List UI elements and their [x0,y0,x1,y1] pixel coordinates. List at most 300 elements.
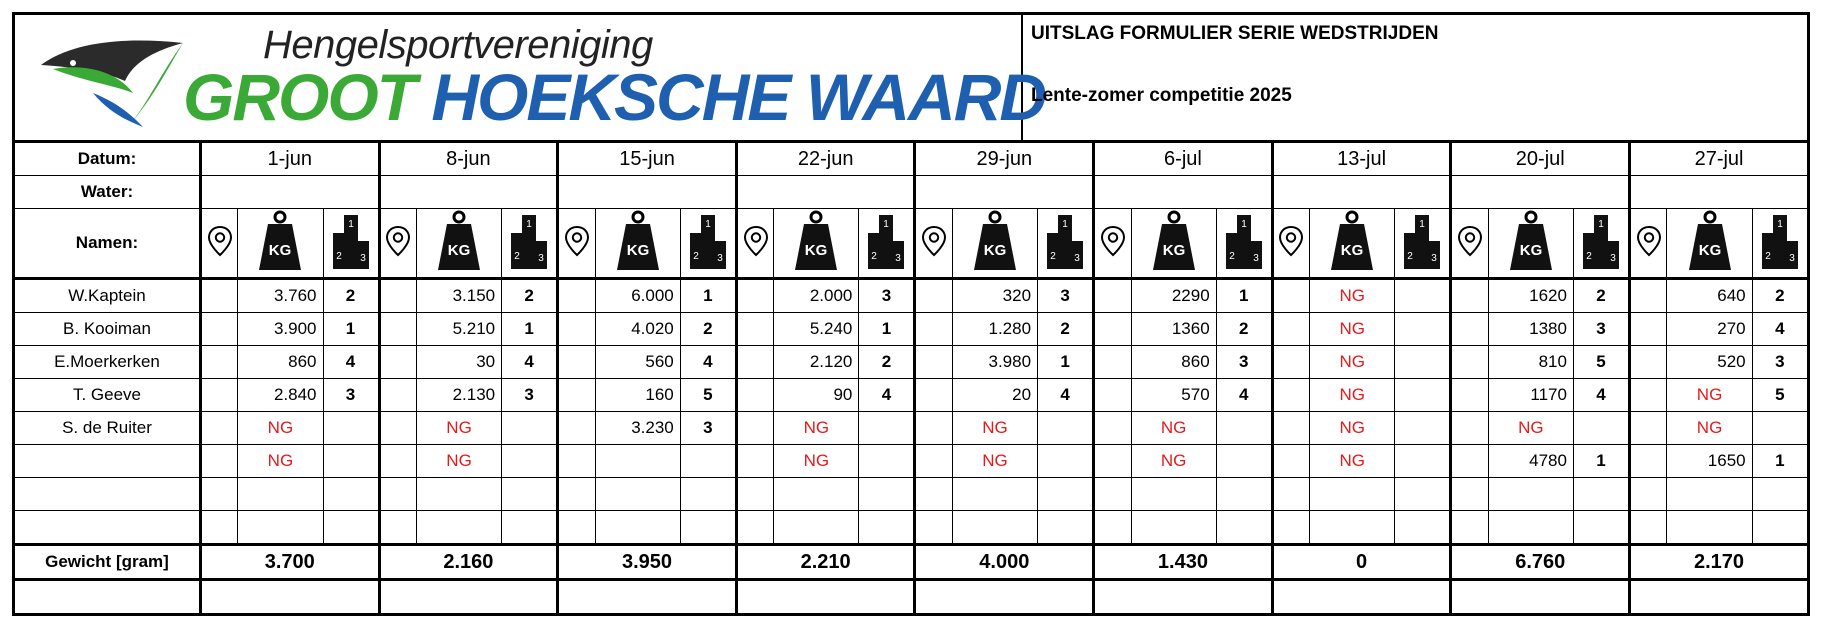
spot-cell [1630,478,1667,511]
spot-cell [379,511,416,545]
place-cell: 1 [323,313,379,346]
podium-3-text: 3 [895,252,902,264]
place-cell [1573,511,1629,545]
water-cell [1272,176,1451,209]
weight-cell: NG [238,412,323,445]
place-cell: 5 [1752,379,1808,412]
spot-cell [736,346,773,379]
club-logo [15,15,1046,140]
water-cell [1094,176,1273,209]
place-cell [323,478,379,511]
spot-cell [1094,346,1131,379]
weight-cell: 270 [1667,313,1752,346]
kg-text: KG [1162,241,1185,259]
location-cell [200,209,237,279]
spot-cell [1094,511,1131,545]
place-cell: 3 [1216,346,1272,379]
spot-cell [200,412,237,445]
place-cell [1038,478,1094,511]
podium-icon-cell [1395,209,1451,279]
spot-cell [736,279,773,313]
spot-cell [200,279,237,313]
empty-cell [1451,580,1630,615]
spot-cell [558,346,595,379]
spot-cell [1272,478,1309,511]
weight-cell: 2.840 [238,379,323,412]
place-cell: 2 [502,279,558,313]
water-cell [558,176,737,209]
place-cell [680,445,736,478]
weight-cell [1310,478,1395,511]
place-cell: 1 [1573,445,1629,478]
podium-3-text: 3 [1074,252,1080,264]
logo-wordmark [183,59,1045,135]
place-cell [1752,511,1808,545]
weight-cell: 3.900 [238,313,323,346]
weight-cell: 1650 [1667,445,1752,478]
weight-cell: 5.210 [416,313,501,346]
weight-cell: 2290 [1131,279,1216,313]
weight-kg-icon [1151,210,1197,277]
spot-cell [379,313,416,346]
podium-2-text: 2 [1765,250,1771,262]
place-cell [1216,478,1272,511]
weight-kg-icon [1329,210,1375,277]
spot-cell [915,379,952,412]
weight-cell: 3.150 [416,279,501,313]
spot-cell [1630,346,1667,379]
place-cell: 2 [1216,313,1272,346]
weight-cell: NG [1310,279,1395,313]
place-cell [323,445,379,478]
participant-row [14,412,1809,445]
podium-1-text: 1 [526,218,532,230]
weight-cell: NG [774,412,859,445]
weight-cell [1131,478,1216,511]
weight-cell: 860 [238,346,323,379]
place-cell [859,478,915,511]
weight-cell: NG [1131,445,1216,478]
weight-icon-cell [952,209,1037,279]
total-weight: 0 [1272,545,1451,580]
spot-cell [1451,478,1488,511]
weight-cell: NG [1667,379,1752,412]
total-weight: 2.160 [379,545,558,580]
participant-row [14,445,1809,478]
podium-icon [866,211,906,276]
spot-cell [1451,379,1488,412]
spot-cell [1272,379,1309,412]
place-cell: 1 [502,313,558,346]
date-27-jul: 27-jul [1630,143,1809,176]
place-cell: 2 [1038,313,1094,346]
total-weight: 2.210 [736,545,915,580]
podium-icon [1402,211,1442,276]
weight-cell: 1360 [1131,313,1216,346]
spot-cell [1630,445,1667,478]
empty-cell [379,580,558,615]
weight-cell: 4780 [1488,445,1573,478]
weight-kg-icon [972,210,1018,277]
weight-cell [1488,478,1573,511]
place-cell [1395,445,1451,478]
weight-cell: 560 [595,346,680,379]
results-table [12,142,1810,616]
fish-logo-icon [33,23,203,135]
podium-1-text: 1 [347,218,354,230]
location-pin-icon [564,225,590,262]
weight-kg-icon [793,210,839,277]
podium-icon-cell [1038,209,1094,279]
podium-icon-cell [323,209,379,279]
water-label: Water: [14,176,201,209]
spot-cell [1272,346,1309,379]
podium-icon [509,211,549,276]
weight-cell: 640 [1667,279,1752,313]
weight-cell: NG [1310,412,1395,445]
podium-icon [331,211,371,276]
spot-cell [558,379,595,412]
podium-icon [1760,211,1800,276]
place-cell: 3 [1573,313,1629,346]
podium-3-text: 3 [1252,252,1259,264]
date-row [14,143,1809,176]
weight-icon-cell [1131,209,1216,279]
spot-cell [558,279,595,313]
place-cell [1216,412,1272,445]
participant-row [14,511,1809,545]
weight-cell [1488,511,1573,545]
spot-cell [558,478,595,511]
empty-cell [14,580,201,615]
podium-1-text: 1 [883,218,890,230]
place-cell [859,445,915,478]
spot-cell [1451,445,1488,478]
gewicht-label: Gewicht [gram] [14,545,201,580]
podium-1-text: 1 [705,218,711,230]
water-row [14,176,1809,209]
logo-title: Hengelsportvereniging [263,23,653,67]
date-20-jul: 20-jul [1451,143,1630,176]
participant-name [14,478,201,511]
spot-cell [1451,412,1488,445]
spot-cell [1630,379,1667,412]
weight-cell: 5.240 [774,313,859,346]
location-cell [379,209,416,279]
location-pin-icon [1100,225,1126,262]
weight-icon-cell [595,209,680,279]
podium-icon [1581,211,1621,276]
weight-icon-cell [416,209,501,279]
weight-cell [1131,511,1216,545]
weight-icon-cell [774,209,859,279]
place-cell [502,445,558,478]
spot-cell [736,445,773,478]
weight-kg-icon [1508,210,1554,277]
podium-icon [688,211,728,276]
weight-cell: NG [1667,412,1752,445]
spot-cell [1272,412,1309,445]
place-cell [323,511,379,545]
weight-kg-icon [257,210,303,277]
place-cell [1752,412,1808,445]
spot-cell [200,478,237,511]
podium-1-text: 1 [1598,218,1604,230]
location-pin-icon [921,225,947,262]
kg-text: KG [269,241,292,259]
place-cell [1752,478,1808,511]
weight-kg-icon [1687,210,1733,277]
place-cell: 2 [323,279,379,313]
kg-text: KG [805,241,828,259]
spot-cell [915,412,952,445]
spot-cell [736,313,773,346]
participant-name [14,511,201,545]
place-cell [1395,313,1451,346]
kg-text: KG [626,241,649,259]
podium-icon-cell [502,209,558,279]
total-weight: 3.700 [200,545,379,580]
spot-cell [558,412,595,445]
participant-row [14,379,1809,412]
podium-2-text: 2 [871,250,878,262]
weight-cell: 320 [952,279,1037,313]
weight-cell: NG [774,445,859,478]
weight-icon-cell [238,209,323,279]
podium-3-text: 3 [359,252,366,264]
podium-3-text: 3 [1789,252,1795,264]
place-cell [1038,511,1094,545]
weight-cell: 3.230 [595,412,680,445]
podium-icon [1045,211,1085,276]
weight-cell: NG [1310,346,1395,379]
weight-cell [1667,511,1752,545]
empty-cell [200,580,379,615]
water-cell [915,176,1094,209]
weight-cell: 2.120 [774,346,859,379]
place-cell: 1 [680,279,736,313]
place-cell: 3 [859,279,915,313]
spot-cell [1094,478,1131,511]
spot-cell [1451,346,1488,379]
spot-cell [1630,279,1667,313]
sheet-header [12,12,1810,142]
kg-text: KG [1519,241,1543,259]
place-cell [680,478,736,511]
weight-cell [595,445,680,478]
weight-cell: NG [1131,412,1216,445]
place-cell [1395,279,1451,313]
water-cell [1630,176,1809,209]
empty-cell [1630,580,1809,615]
namen-label: Namen: [14,209,201,279]
participant-name: E.Moerkerken [14,346,201,379]
weight-icon-cell [1488,209,1573,279]
weight-cell [238,511,323,545]
total-weight: 4.000 [915,545,1094,580]
spot-cell [1630,313,1667,346]
empty-cell [736,580,915,615]
weight-cell: NG [416,445,501,478]
weight-cell: 3.760 [238,279,323,313]
total-weight: 2.170 [1630,545,1809,580]
spot-cell [915,313,952,346]
place-cell: 2 [1752,279,1808,313]
weight-cell [416,511,501,545]
logo-groot: GROOT [183,60,415,134]
date-29-jun: 29-jun [915,143,1094,176]
podium-2-text: 2 [514,250,520,262]
location-cell [558,209,595,279]
weight-cell [952,511,1037,545]
weight-kg-icon [436,210,482,277]
podium-icon-cell [1216,209,1272,279]
location-cell [736,209,773,279]
place-cell: 3 [502,379,558,412]
place-cell [502,478,558,511]
spot-cell [1451,279,1488,313]
podium-2-text: 2 [1228,250,1235,262]
place-cell: 3 [323,379,379,412]
weight-cell [595,511,680,545]
spot-cell [1630,511,1667,545]
weight-cell: 1380 [1488,313,1573,346]
place-cell [323,412,379,445]
podium-1-text: 1 [1062,218,1068,230]
podium-1-text: 1 [1777,218,1783,230]
date-15-jun: 15-jun [558,143,737,176]
location-pin-icon [385,225,411,262]
spot-cell [915,478,952,511]
weight-cell: 30 [416,346,501,379]
place-cell [502,412,558,445]
weight-cell [774,511,859,545]
kg-text: KG [447,241,471,259]
place-cell [1573,478,1629,511]
podium-3-text: 3 [538,252,544,264]
participant-name: T. Geeve [14,379,201,412]
date-13-jul: 13-jul [1272,143,1451,176]
spot-cell [1094,313,1131,346]
podium-icon-cell [1573,209,1629,279]
weight-cell: 860 [1131,346,1216,379]
place-cell [1395,346,1451,379]
empty-cell [1272,580,1451,615]
spot-cell [200,346,237,379]
empty-cell [1094,580,1273,615]
weight-cell: NG [1310,313,1395,346]
kg-text: KG [983,241,1007,259]
spot-cell [736,379,773,412]
place-cell [859,511,915,545]
spot-cell [558,445,595,478]
place-cell [859,412,915,445]
results-sheet [12,12,1810,616]
place-cell: 2 [680,313,736,346]
form-title: UITSLAG FORMULIER SERIE WEDSTRIJDEN [1031,23,1439,44]
location-cell [1272,209,1309,279]
totals-row [14,545,1809,580]
spot-cell [1630,412,1667,445]
date-6-jul: 6-jul [1094,143,1273,176]
place-cell: 5 [680,379,736,412]
weight-cell [595,478,680,511]
spot-cell [1094,279,1131,313]
spot-cell [915,511,952,545]
spot-cell [1094,379,1131,412]
weight-cell: NG [1310,379,1395,412]
weight-cell: 160 [595,379,680,412]
spot-cell [379,379,416,412]
spot-cell [1272,511,1309,545]
spot-cell [1451,511,1488,545]
location-cell [1630,209,1667,279]
podium-2-text: 2 [1050,250,1056,262]
empty-row [14,580,1809,615]
spot-cell [558,313,595,346]
spot-cell [915,279,952,313]
place-cell [1216,511,1272,545]
weight-cell: NG [238,445,323,478]
place-cell: 4 [1752,313,1808,346]
kg-text: KG [1698,241,1721,259]
podium-2-text: 2 [1407,250,1414,262]
date-1-jun: 1-jun [200,143,379,176]
datum-label: Datum: [14,143,201,176]
weight-cell [774,478,859,511]
spot-cell [736,478,773,511]
weight-cell: 4.020 [595,313,680,346]
weight-cell: 90 [774,379,859,412]
spot-cell [200,511,237,545]
weight-cell: 810 [1488,346,1573,379]
place-cell: 4 [680,346,736,379]
place-cell: 1 [1752,445,1808,478]
place-cell [1573,412,1629,445]
location-pin-icon [1636,225,1662,262]
location-pin-icon [207,225,233,262]
weight-icon-cell [1667,209,1752,279]
participant-row [14,346,1809,379]
spot-cell [736,412,773,445]
weight-cell: 6.000 [595,279,680,313]
weight-cell: 3.980 [952,346,1037,379]
podium-2-text: 2 [335,250,342,262]
place-cell: 1 [1038,346,1094,379]
total-weight: 1.430 [1094,545,1273,580]
place-cell [1038,412,1094,445]
spot-cell [915,346,952,379]
spot-cell [379,445,416,478]
competition-title: Lente-zomer competitie 2025 [1031,85,1292,106]
place-cell: 4 [1038,379,1094,412]
weight-cell: NG [952,445,1037,478]
participant-name: B. Kooiman [14,313,201,346]
place-cell: 4 [1216,379,1272,412]
podium-2-text: 2 [693,250,699,262]
weight-cell: 570 [1131,379,1216,412]
spot-cell [1272,445,1309,478]
participant-name: W.Kaptein [14,279,201,313]
podium-2-text: 2 [1586,250,1592,262]
weight-cell: 1170 [1488,379,1573,412]
participant-row [14,279,1809,313]
place-cell: 2 [859,346,915,379]
podium-icon-cell [1752,209,1808,279]
spot-cell [1451,313,1488,346]
place-cell: 5 [1573,346,1629,379]
place-cell [1216,445,1272,478]
